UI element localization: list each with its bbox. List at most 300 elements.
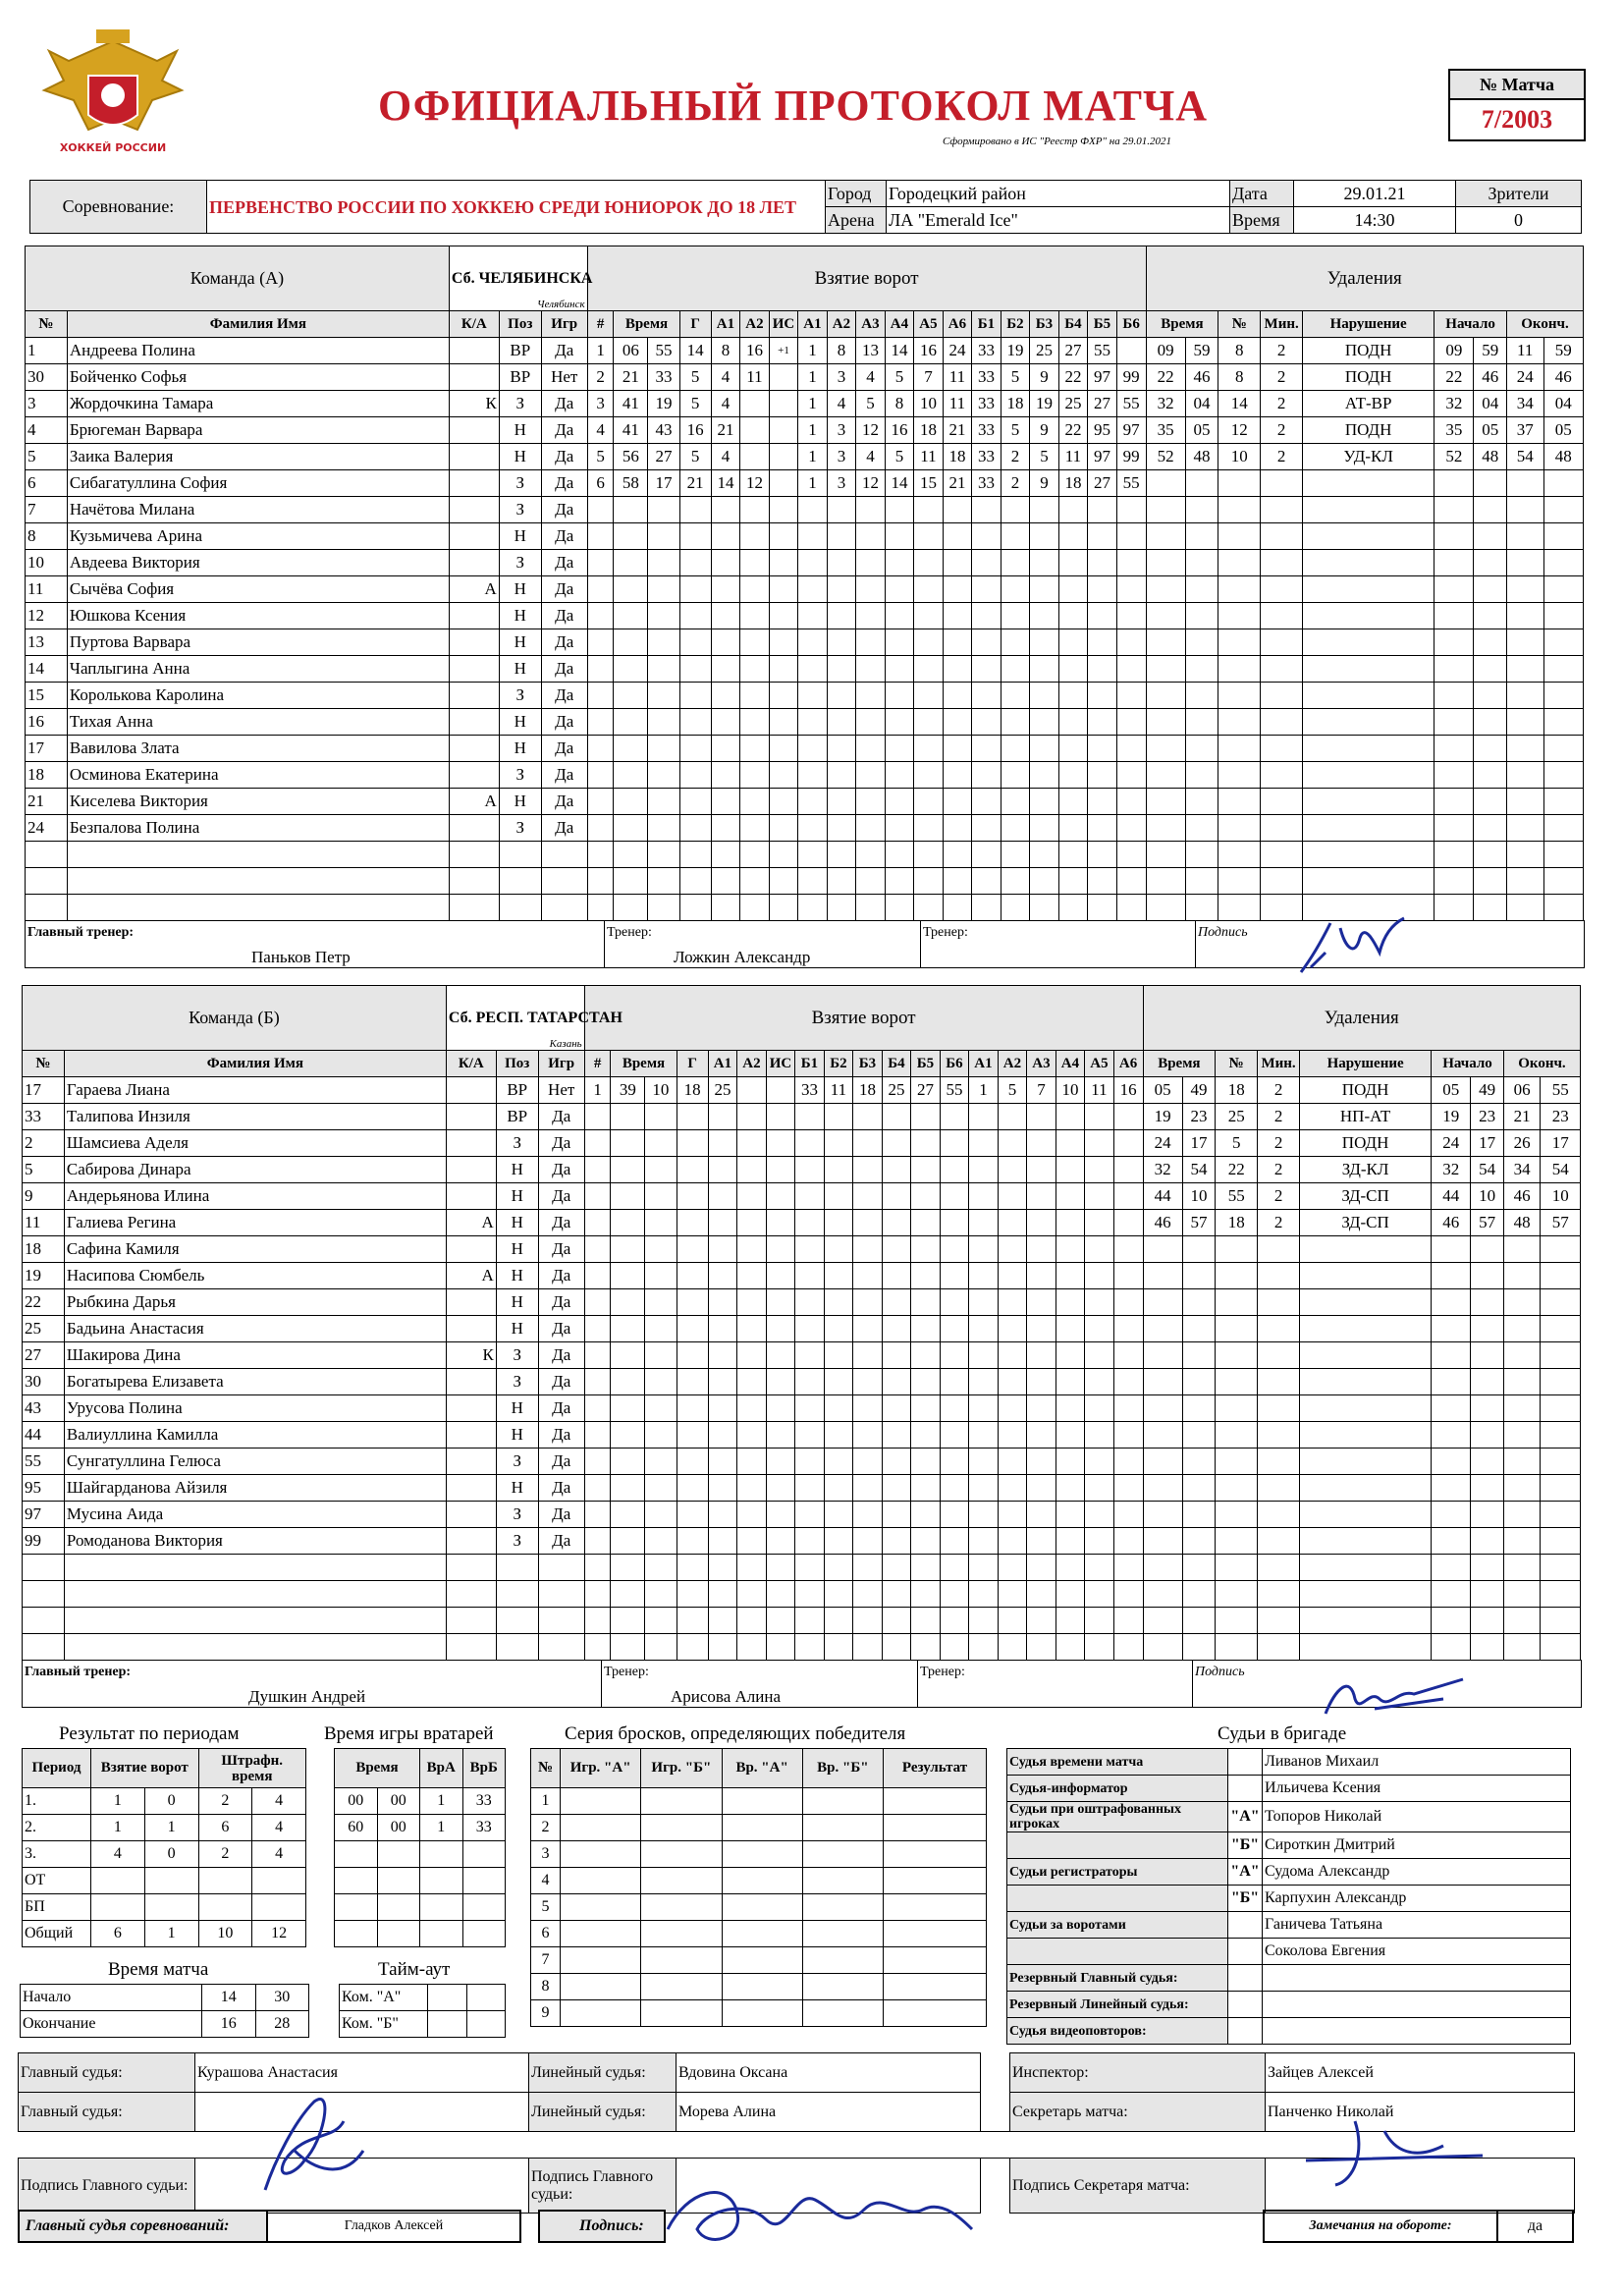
teamA-row <box>26 603 1584 629</box>
teamA-goal-cell: 33 <box>972 444 1001 470</box>
teamB-player-cell: З <box>496 1449 538 1475</box>
date-label: Дата <box>1230 181 1294 207</box>
teamA-player-cell: 13 <box>26 629 68 656</box>
teamA-goal-cell: 24 <box>943 338 972 364</box>
teamA-goal-cell: 27 <box>1058 338 1088 364</box>
teamB-player-cell: З <box>496 1369 538 1395</box>
chief-referee-label: Главный судья соревнований: <box>18 2210 268 2243</box>
goalie-cell: 33 <box>462 1788 506 1815</box>
teamA-goal-cell: 56 <box>614 444 648 470</box>
teamA-player-cell: Да <box>541 497 587 523</box>
teamB-player-cell <box>446 1528 496 1555</box>
teamB-pen-cell: 2 <box>1258 1157 1300 1183</box>
teamA-label: Команда (А) <box>26 246 450 311</box>
teamA-player-cell: 10 <box>26 550 68 576</box>
teamA-goal-cell: 18 <box>1058 470 1088 497</box>
teamA-pen-cell: 04 <box>1474 391 1507 417</box>
teamA-player-cell: З <box>499 683 541 709</box>
periods-table <box>22 1748 306 1947</box>
teamB-pen-cell: 23 <box>1471 1104 1504 1130</box>
teamA-pen-cell: 05 <box>1185 417 1218 444</box>
teamB-player-cell: Да <box>538 1130 584 1157</box>
teamB-player-cell: 99 <box>23 1528 65 1555</box>
teamB-pen-cell: 26 <box>1503 1130 1541 1157</box>
teamA-signature-label: Подпись <box>1198 925 1248 940</box>
teamA-pen-cell: 04 <box>1543 391 1584 417</box>
teamB-player-cell: Н <box>496 1289 538 1316</box>
teamA-player-cell: А <box>449 789 499 815</box>
teamA-player-cell: Да <box>541 656 587 683</box>
teamA-player-cell: З <box>499 391 541 417</box>
teamB-player-cell: Шайгарданова Айзиля <box>64 1475 446 1502</box>
period-cell <box>198 1868 252 1894</box>
teamB-pen-col: Начало <box>1432 1051 1504 1077</box>
teamA-goal-cell: 1 <box>798 338 828 364</box>
teamA-player-cell: Киселева Виктория <box>67 789 449 815</box>
teamB-pen-cell: 18 <box>1216 1210 1258 1236</box>
teamB-row <box>23 1077 1581 1104</box>
teamB-pen-col: Оконч. <box>1503 1051 1580 1077</box>
teamB-player-cell: Мусина Аида <box>64 1502 446 1528</box>
teamA-goal-cell: 21 <box>711 417 740 444</box>
teamA-goal-cell: 33 <box>972 391 1001 417</box>
teamB-player-cell: 55 <box>23 1449 65 1475</box>
match-start-m: 30 <box>255 1985 309 2011</box>
teamA-goal-cell <box>1116 338 1146 364</box>
teamA-row <box>26 444 1584 470</box>
teamA-player-cell: Кузьмичева Арина <box>67 523 449 550</box>
teamA-player-cell: Безпалова Полина <box>67 815 449 842</box>
teamB-player-cell: Валиуллина Камилла <box>64 1422 446 1449</box>
timeout-title: Тайм-аут <box>378 1959 451 1980</box>
teamB-player-cell: Шакирова Дина <box>64 1342 446 1369</box>
teamA-goal-cell: 3 <box>827 470 856 497</box>
teamA-player-cell: Нет <box>541 364 587 391</box>
teamA-player-cell: А <box>449 576 499 603</box>
teamB-player-cell: 5 <box>23 1157 65 1183</box>
teamB-player-cell: ВР <box>496 1077 538 1104</box>
official-role: Судья-информатор <box>1007 1776 1228 1802</box>
teamA-pen-cell: 37 <box>1506 417 1543 444</box>
teamA-player-cell: 5 <box>26 444 68 470</box>
teamA-row <box>26 789 1584 815</box>
teamB-player-cell: А <box>446 1263 496 1289</box>
teamB-pen-cell: 46 <box>1143 1210 1182 1236</box>
teamA-row <box>26 338 1584 364</box>
teamB-goal-col: А6 <box>1113 1051 1143 1077</box>
teamB-player-cell <box>446 1236 496 1263</box>
periods-title: Результат по периодам <box>59 1723 240 1744</box>
main-referee-label-2: Главный судья: <box>19 2093 195 2132</box>
teamA-pen-col: Нарушение <box>1303 311 1435 338</box>
teamB-player-cell: Н <box>496 1157 538 1183</box>
teamA-goal-cell: 5 <box>1030 444 1059 470</box>
teamA-goal-cell: 21 <box>943 417 972 444</box>
teamA-goal-cell: 25 <box>1058 391 1088 417</box>
teamB-player-cell <box>446 1395 496 1422</box>
teamA-goal-cell: 14 <box>885 470 914 497</box>
line-referee-label-2: Линейный судья: <box>529 2093 677 2132</box>
teamA-goal-col: Б1 <box>972 311 1001 338</box>
teamB-pen-cell: 24 <box>1432 1130 1471 1157</box>
teamA-pen-cell: 52 <box>1435 444 1474 470</box>
teamB-city: Казань <box>549 1038 582 1050</box>
teamB-pen-cell: 54 <box>1471 1157 1504 1183</box>
teamA-goals-title: Взятие ворот <box>587 246 1146 311</box>
teamB-pen-cell: 2 <box>1258 1077 1300 1104</box>
teamA-player-cell: 1 <box>26 338 68 364</box>
official-name: Ильичева Ксения <box>1263 1776 1571 1802</box>
teamB-goal-col: Б6 <box>940 1051 969 1077</box>
teamB-player-cell: З <box>496 1130 538 1157</box>
teamB-roster-col: Игр <box>538 1051 584 1077</box>
teamA-player-cell: 11 <box>26 576 68 603</box>
teamA-goal-cell: 4 <box>856 364 886 391</box>
teamB-player-cell: Да <box>538 1263 584 1289</box>
teamA-pen-cell: 09 <box>1435 338 1474 364</box>
teamA-goal-cell: 19 <box>1001 338 1030 364</box>
teamA-pen-cell: 22 <box>1435 364 1474 391</box>
teamA-player-cell: Чаплыгина Анна <box>67 656 449 683</box>
official-tag: "А" <box>1228 1802 1263 1832</box>
teamB-player-cell: Сабирова Динара <box>64 1157 446 1183</box>
teamA-pen-cell: 14 <box>1218 391 1261 417</box>
teamB-pen-cell: 46 <box>1432 1210 1471 1236</box>
teamA-goal-cell: 21 <box>614 364 648 391</box>
shootout-col: Игр. "Б" <box>641 1749 722 1788</box>
teamA-player-cell: Да <box>541 629 587 656</box>
official-name <box>1263 1992 1571 2018</box>
teamA-goal-col: А3 <box>856 311 886 338</box>
goalie-b-col: ВрБ <box>462 1749 506 1788</box>
teamA-goal-cell: 14 <box>679 338 711 364</box>
teamB-player-cell: 18 <box>23 1236 65 1263</box>
teamB-pen-cell: 2 <box>1258 1183 1300 1210</box>
teamB-player-cell <box>446 1475 496 1502</box>
teamA-name: Сб. ЧЕЛЯБИНСКА Челябинск <box>449 246 587 311</box>
teamB-row <box>23 1130 1581 1157</box>
teamA-player-cell: Королькова Каролина <box>67 683 449 709</box>
teamA-goal-cell: 5 <box>1001 364 1030 391</box>
teamB-player-cell: Да <box>538 1210 584 1236</box>
inspector-label: Инспектор: <box>1010 2053 1266 2093</box>
teamA-goal-cell: 25 <box>1030 338 1059 364</box>
teamA-row <box>26 815 1584 842</box>
teamA-row <box>26 709 1584 736</box>
teamA-player-cell: Н <box>499 523 541 550</box>
official-tag <box>1228 1939 1263 1965</box>
teamA-goal-cell: 18 <box>914 417 944 444</box>
teamB-pen-cell: 49 <box>1471 1077 1504 1104</box>
teamA-roster-col: Игр <box>541 311 587 338</box>
teamA-player-cell: Юшкова Ксения <box>67 603 449 629</box>
teamB-roster-col: Поз <box>496 1051 538 1077</box>
main-referee-1: Курашова Анастасия <box>195 2053 529 2093</box>
official-name: Соколова Евгения <box>1263 1939 1571 1965</box>
teamA-goal-cell <box>769 470 798 497</box>
teamA-pen-cell: УД-КЛ <box>1303 444 1435 470</box>
teamB-row <box>23 1475 1581 1502</box>
period-cell: 3. <box>23 1841 91 1868</box>
arena: ЛА "Emerald Ice" <box>887 207 1230 234</box>
official-role: Судья времени матча <box>1007 1749 1228 1776</box>
teamA-player-cell: 3 <box>26 391 68 417</box>
teamB-player-cell <box>446 1289 496 1316</box>
teamA-player-cell: 4 <box>26 417 68 444</box>
teamA-goal-cell: 97 <box>1088 364 1117 391</box>
teamA-goal-cell: 18 <box>943 444 972 470</box>
teamB-player-cell: З <box>496 1342 538 1369</box>
teamA-pen-cell: 35 <box>1435 417 1474 444</box>
teamB-player-cell: Н <box>496 1183 538 1210</box>
teamA-goal-col: Время <box>614 311 679 338</box>
teamA-coach-label-2: Тренер: <box>923 925 968 940</box>
teamA-goal-cell: 1 <box>798 391 828 417</box>
teamB-player-cell: Галиева Регина <box>64 1210 446 1236</box>
official-name: Топоров Николай <box>1263 1802 1571 1832</box>
teamB-goal-cell: 25 <box>882 1077 911 1104</box>
teamB-player-cell: Н <box>496 1475 538 1502</box>
teamB-row <box>23 1289 1581 1316</box>
teamA-player-cell: 16 <box>26 709 68 736</box>
goalie-time-col: Время <box>335 1749 420 1788</box>
match-time-table <box>20 1984 309 2038</box>
teamB-goal-cell <box>766 1077 795 1104</box>
teamB-player-cell: 27 <box>23 1342 65 1369</box>
teamA-goal-cell: 55 <box>1116 470 1146 497</box>
teamA-goal-col: А1 <box>798 311 828 338</box>
teamB-goals-title: Взятие ворот <box>584 986 1143 1051</box>
teamB-player-cell: Да <box>538 1342 584 1369</box>
teamB-player-cell <box>446 1369 496 1395</box>
match-number-box <box>1448 69 1586 141</box>
teamB-player-cell: Да <box>538 1475 584 1502</box>
teamA-player-cell: ВР <box>499 338 541 364</box>
teamA-pen-cell: 32 <box>1435 391 1474 417</box>
teamB-goal-cell: 5 <box>998 1077 1027 1104</box>
teamA-player-cell: Да <box>541 576 587 603</box>
teamB-goal-cell: 18 <box>853 1077 883 1104</box>
period-cell: 2. <box>23 1815 91 1841</box>
teamB-head-coach-label: Главный тренер: <box>25 1665 132 1679</box>
teamA-pen-cell: ПОДН <box>1303 417 1435 444</box>
teamA-row <box>26 550 1584 576</box>
teamA-goal-cell: 41 <box>614 391 648 417</box>
teamA-goal-cell: 3 <box>827 444 856 470</box>
teamB-pen-cell: 5 <box>1216 1130 1258 1157</box>
teamB-pen-col: Мин. <box>1258 1051 1300 1077</box>
officials-title: Судьи в бригаде <box>1218 1723 1347 1744</box>
coach-signature-a <box>1286 913 1424 987</box>
teamB-player-cell: Да <box>538 1157 584 1183</box>
teamB-player-cell <box>446 1130 496 1157</box>
teamA-row <box>26 683 1584 709</box>
teamB-row <box>23 1449 1581 1475</box>
teamB-goal-col: Время <box>611 1051 677 1077</box>
official-name: Карпухин Александр <box>1263 1886 1571 1912</box>
teamA-goal-cell: 22 <box>1058 364 1088 391</box>
teamB-player-cell: Да <box>538 1502 584 1528</box>
teamB-coach-label-2: Тренер: <box>920 1665 965 1679</box>
teamB-player-cell: Да <box>538 1422 584 1449</box>
teamA-player-cell: Н <box>499 789 541 815</box>
teamA-player-cell: Бойченко Софья <box>67 364 449 391</box>
period-cell: 1 <box>144 1921 198 1947</box>
teamB-row <box>23 1369 1581 1395</box>
teamB-pen-cell: 05 <box>1143 1077 1182 1104</box>
teamB-player-cell <box>446 1422 496 1449</box>
teamB-pen-cell: 32 <box>1143 1157 1182 1183</box>
teamA-player-cell: Да <box>541 417 587 444</box>
period-cell <box>252 1868 306 1894</box>
teamB-pen-cell: 44 <box>1143 1183 1182 1210</box>
coach-signature-b <box>1316 1669 1473 1723</box>
secretary-signature <box>1296 2102 1492 2190</box>
teamA-pen-cell: 48 <box>1474 444 1507 470</box>
teamB-row <box>23 1263 1581 1289</box>
teamB-pen-cell: 44 <box>1432 1183 1471 1210</box>
teamB-player-cell: 43 <box>23 1395 65 1422</box>
teamB-goal-cell: 25 <box>708 1077 737 1104</box>
teamA-goal-cell: 11 <box>914 444 944 470</box>
teamB-row <box>23 1528 1581 1555</box>
teamB-row <box>23 1104 1581 1130</box>
teamA-pen-cell: 59 <box>1543 338 1584 364</box>
teamA-goal-cell: 99 <box>1116 444 1146 470</box>
teamA-pen-cell: АТ-ВР <box>1303 391 1435 417</box>
official-tag <box>1228 1965 1263 1992</box>
teamB-player-cell: Бадьина Анастасия <box>64 1316 446 1342</box>
teamA-goal-cell: 27 <box>1088 391 1117 417</box>
goalie-cell: 00 <box>335 1788 378 1815</box>
goalie-cell: 00 <box>377 1815 420 1841</box>
main-referee-signature <box>255 2082 383 2210</box>
teamA-pen-cell: 2 <box>1261 391 1303 417</box>
teamA-goal-col: А6 <box>943 311 972 338</box>
teamB-pen-cell: 57 <box>1182 1210 1216 1236</box>
period-cell: 0 <box>144 1841 198 1868</box>
secretary: Панченко Николай <box>1266 2093 1575 2132</box>
teamB-player-cell: 11 <box>23 1210 65 1236</box>
teamA-goal-cell: 97 <box>1116 417 1146 444</box>
teamA-goal-cell: 4 <box>856 444 886 470</box>
teamB-goal-col: Б4 <box>882 1051 911 1077</box>
teamB-pen-cell: 17 <box>1182 1130 1216 1157</box>
match-number: 7/2003 <box>1481 105 1553 134</box>
teamA-goal-cell: 1 <box>798 417 828 444</box>
official-name: Судома Александр <box>1263 1859 1571 1886</box>
teamA-player-cell: Да <box>541 762 587 789</box>
team-a-section <box>25 246 1584 968</box>
teamB-goal-cell: 16 <box>1113 1077 1143 1104</box>
teamB-pen-cell: 17 <box>1541 1130 1581 1157</box>
teamA-goal-cell: 4 <box>827 391 856 417</box>
teamB-player-cell: Да <box>538 1395 584 1422</box>
teamB-row <box>23 1581 1581 1608</box>
teamA-player-cell: 17 <box>26 736 68 762</box>
teamB-goal-col: Б2 <box>824 1051 853 1077</box>
teamA-goal-cell <box>769 444 798 470</box>
teamB-goal-cell: 11 <box>824 1077 853 1104</box>
teamA-pen-cell: 35 <box>1146 417 1185 444</box>
sign-main-label-1: Подпись Главного судьи: <box>19 2159 195 2214</box>
period-cell: 4 <box>252 1815 306 1841</box>
period-cell <box>252 1894 306 1921</box>
shootout-title: Серия бросков, определяющих победителя <box>565 1723 906 1744</box>
teamA-player-cell: Да <box>541 470 587 497</box>
teamB-pen-cell: 23 <box>1182 1104 1216 1130</box>
timeout-b-label: Ком. "Б" <box>340 2011 428 2038</box>
teamB-pen-cell: 06 <box>1503 1077 1541 1104</box>
teamA-goal-cell: 13 <box>856 338 886 364</box>
teamB-row <box>23 1210 1581 1236</box>
teamA-player-cell <box>449 470 499 497</box>
teamA-pen-cell: 2 <box>1261 444 1303 470</box>
shootout-col: Вр. "Б" <box>802 1749 883 1788</box>
period-cell: 0 <box>144 1788 198 1815</box>
match-number-label: № Матча <box>1450 71 1584 100</box>
teamB-pen-cell: 10 <box>1471 1183 1504 1210</box>
period-cell: 4 <box>91 1841 145 1868</box>
teamB-goal-col: А1 <box>969 1051 999 1077</box>
teamA-player-cell: 8 <box>26 523 68 550</box>
teamA-pen-cell: 32 <box>1146 391 1185 417</box>
teamB-goal-cell: 33 <box>795 1077 825 1104</box>
shootout-num: 6 <box>531 1921 561 1947</box>
chief-referee: Гладков Алексей <box>266 2210 521 2243</box>
teamA-row <box>26 842 1584 868</box>
teamA-player-cell <box>449 762 499 789</box>
teamB-pen-col: Нарушение <box>1300 1051 1432 1077</box>
teamA-goal-cell: 12 <box>856 417 886 444</box>
period-cell: 2 <box>198 1788 252 1815</box>
teamB-player-cell: К <box>446 1342 496 1369</box>
teamA-roster-col: № <box>26 311 68 338</box>
teamA-goal-cell: 1 <box>798 444 828 470</box>
period-cell <box>91 1894 145 1921</box>
teamB-goal-cell: 11 <box>1085 1077 1114 1104</box>
teamA-player-cell: Тихая Анна <box>67 709 449 736</box>
teamA-row <box>26 497 1584 523</box>
teamA-player-cell <box>449 629 499 656</box>
teamA-row <box>26 656 1584 683</box>
period-cell: 4 <box>252 1788 306 1815</box>
teamB-player-cell: Да <box>538 1528 584 1555</box>
teamA-goal-cell: 2 <box>1001 444 1030 470</box>
shootout-col: № <box>531 1749 561 1788</box>
official-tag: "Б" <box>1228 1886 1263 1912</box>
teamB-pen-cell: 57 <box>1471 1210 1504 1236</box>
teamA-player-cell: Да <box>541 523 587 550</box>
teamB-player-cell: Рыбкина Дарья <box>64 1289 446 1316</box>
shootout-num: 7 <box>531 1947 561 1974</box>
teamA-player-cell: Да <box>541 338 587 364</box>
teamA-row <box>26 736 1584 762</box>
teamB-goal-cell: 55 <box>940 1077 969 1104</box>
teamB-goal-cell: 27 <box>911 1077 941 1104</box>
teamA-pen-cell: 48 <box>1185 444 1218 470</box>
line-referee-2: Морева Алина <box>677 2093 981 2132</box>
teamB-name: Сб. РЕСП. ТАТАРСТАН Казань <box>446 986 584 1051</box>
logo-text: ХОККЕЙ РОССИИ <box>59 141 167 154</box>
match-start-label: Начало <box>21 1985 202 2011</box>
teamA-goal-cell: 95 <box>1088 417 1117 444</box>
teamB-player-cell <box>446 1157 496 1183</box>
start-time: 14:30 <box>1294 207 1456 234</box>
official-role: Резервный Линейный судья: <box>1007 1992 1228 2018</box>
teamB-pen-cell: 2 <box>1258 1210 1300 1236</box>
teamA-goal-cell: 16 <box>885 417 914 444</box>
